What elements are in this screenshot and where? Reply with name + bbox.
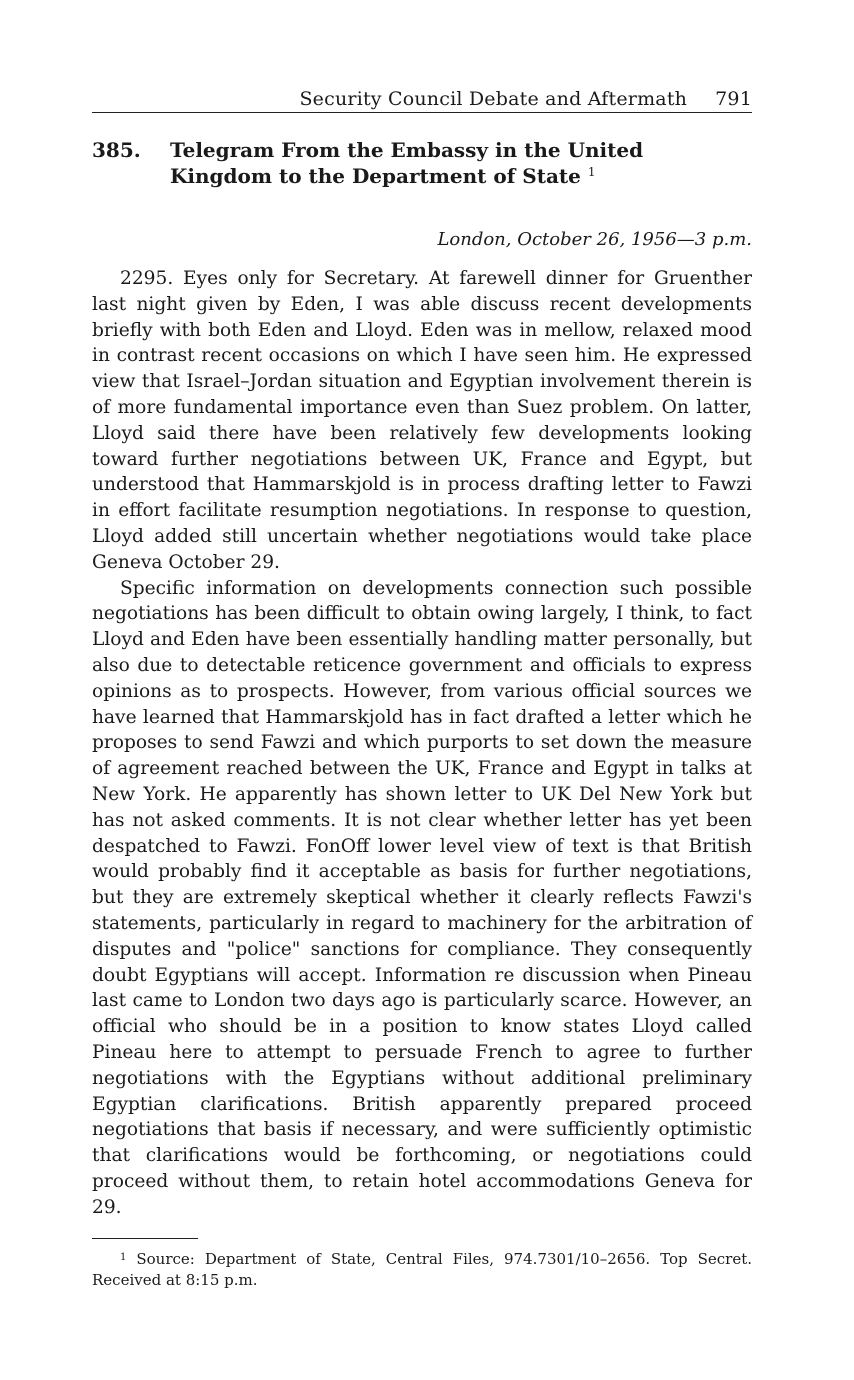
page-number: 791 [715,88,752,110]
document-number: 385. [92,138,141,162]
dateline: London, October 26, 1956—3 p.m. [437,229,752,250]
footnote [92,1249,752,1291]
document-title-block [170,137,752,189]
footnote-reference: 1 [587,165,596,179]
paragraph: Specific information on developments connection such possible negotiations has been difficult to obtain owing largely, I think, to fact Lloyd and Eden have been essentially handling matter personally, but also due to detectable reticence government and officials to express opinions as to prospects. However, from various official sources we have learned that Hammarskjold has in fact drafted a letter which he proposes to send Fawzi and which purports to set down the measure of agreement reached between the UK, France and Egypt in talks at New York. He apparently has shown letter to UK Del New York but has not asked comments. It is not clear whether letter has yet been despatched to Fawzi. FonOff lower level view of text is that British would probably find it acceptable as basis for further negotiations, but they are extremely skeptical whether it clearly reflects Fawzi's statements, particularly in regard to machinery for the arbitration of disputes and "police" sanctions for compliance. They consequently doubt Egyptians will accept. Information re discussion when Pineau last came to London two days ago is particularly scarce. However, an official who should be in a position to know states Lloyd called Pineau here to attempt to persuade French to agree to further negotiations with the Egyptians without additional preliminary Egyptian clarifications. British apparently prepared proceed negotiations that basis if necessary, and were sufficiently optimistic that clarifications would be forthcoming, or negotiations could proceed without them, to retain hotel accommodations Geneva for 29. [92,577,752,1218]
running-head-title: Security Council Debate and Aftermath [299,88,688,110]
paragraph: 2295. Eyes only for Secretary. At farewell dinner for Gruenther last night given by Eden, I was able discuss recent developments briefly with both Eden and Lloyd. Eden was in mellow, relaxed mood in contrast recent occasions on which I have seen him. He expressed view that Israel–Jordan situation and Egyptian involvement therein is of more fundamental importance even than Suez problem. On latter, Lloyd said there have been relatively few developments looking toward further negotiations between UK, France and Egypt, but understood that Hammarskjold is in process drafting letter to Fawzi in effort facilitate resumption negotiations. In response to question, Lloyd added still uncertain whether negotiations would take place Geneva October 29. [92,268,752,573]
footnote-text: Source: Department of State, Central Files, 974.7301/10–2656. Top Secret. Received at 8:15 p.m. [92,1250,752,1290]
document-page [92,88,752,1291]
telegram-body [92,266,752,1220]
footnote-divider [92,1238,198,1239]
document-heading [92,137,752,189]
footnote-marker: 1 [120,1252,127,1264]
running-head [92,88,752,113]
document-title: Telegram From the Embassy in the United Kingdom to the Department of State [170,138,644,188]
